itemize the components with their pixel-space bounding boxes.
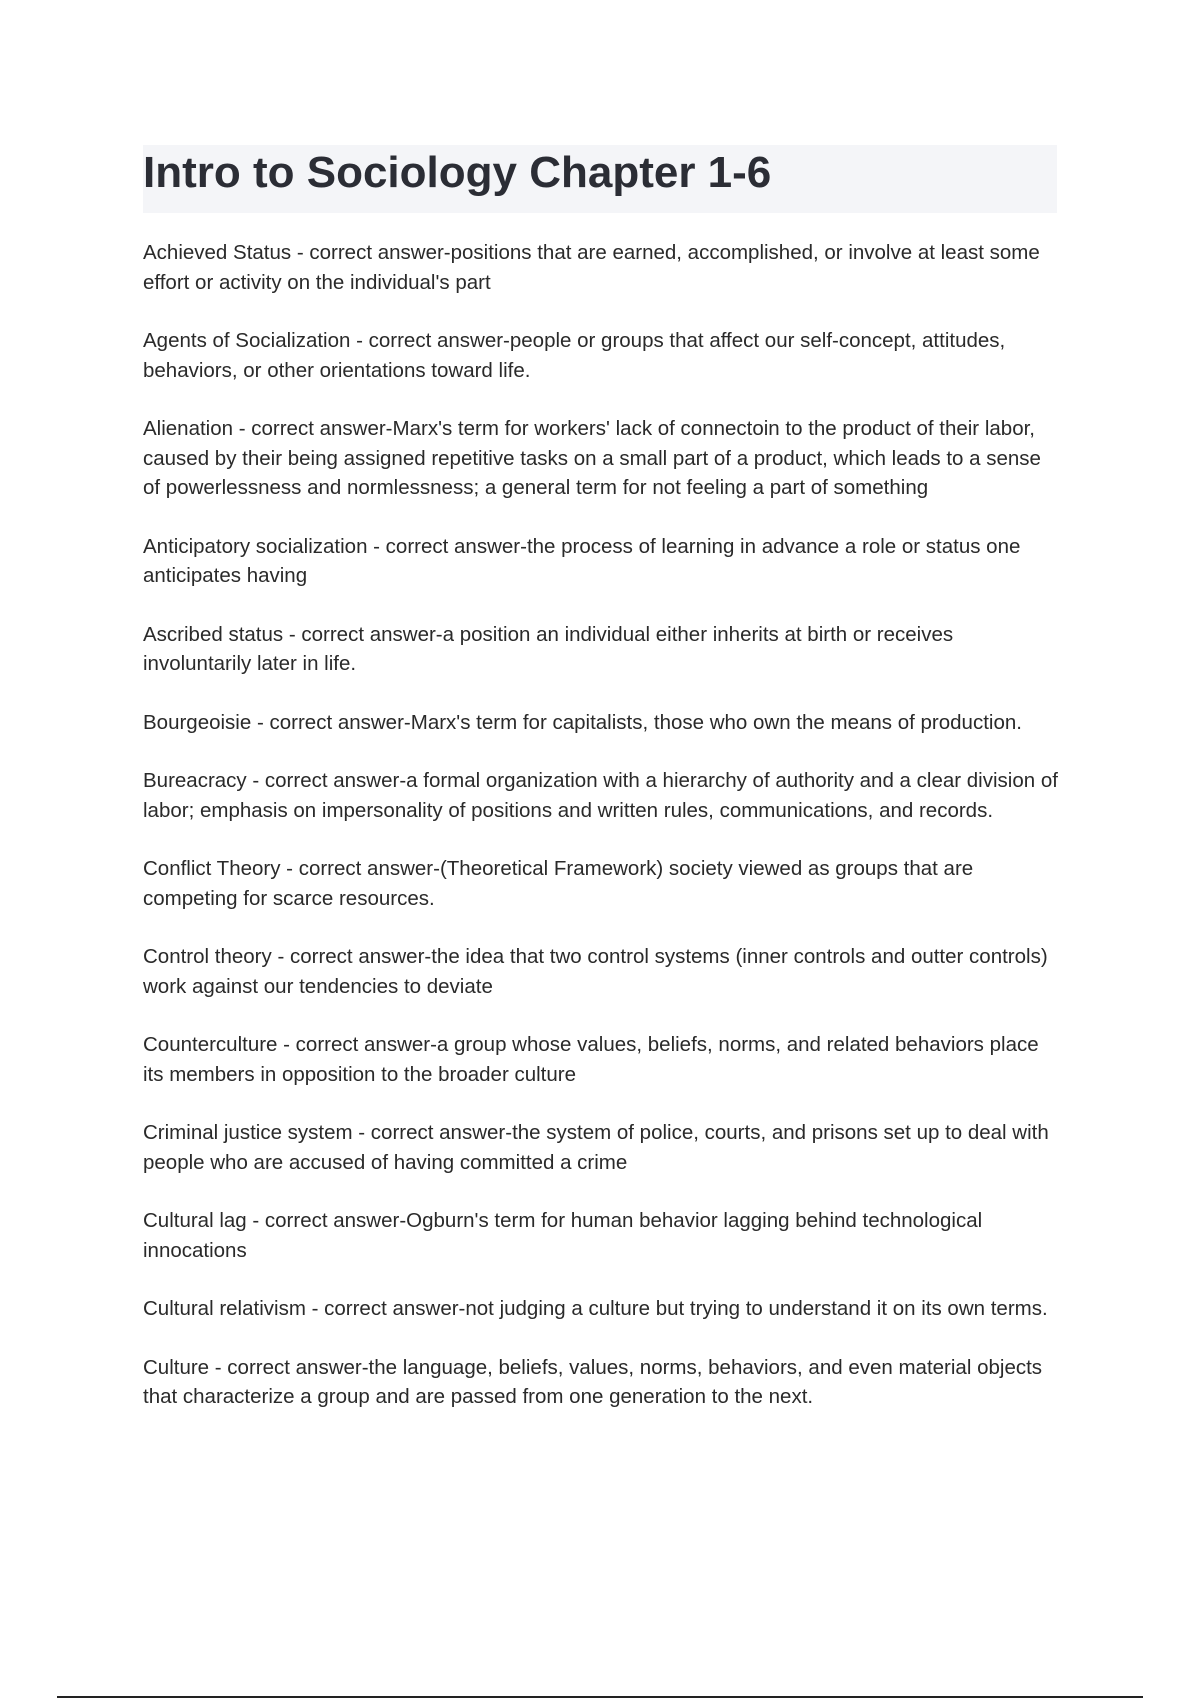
footer-divider	[57, 1696, 1143, 1698]
definition-entry: Ascribed status - correct answer-a position an individual either inherits at birth or receives involuntarily later in life.	[143, 622, 954, 675]
definition-entry: Anticipatory socialization - correct answer-the process of learning in advance a role or status one anticipates having	[143, 534, 1021, 587]
definition-entry: Agents of Socialization - correct answer-people or groups that affect our self-concept, attitudes, behaviors, or other orientations toward life.	[143, 329, 1006, 382]
definition-entry: Cultural lag - correct answer-Ogburn's term for human behavior lagging behind technological innocations	[143, 1209, 983, 1262]
page-title: Intro to Sociology Chapter 1-6	[143, 148, 772, 197]
definition-entry: Bureacracy - correct answer-a formal organization with a hierarchy of authority and a clear division of labor; emphasis on impersonality of positions and written rules, communications, and records.	[143, 769, 1058, 822]
definition-entry: Counterculture - correct answer-a group whose values, beliefs, norms, and related behaviors place its members in opposition to the broader culture	[143, 1033, 1039, 1086]
definition-entry: Conflict Theory - correct answer-(Theoretical Framework) society viewed as groups that are competing for scarce resources.	[143, 857, 974, 910]
definition-entry: Alienation - correct answer-Marx's term for workers' lack of connectoin to the product of their labor, caused by their being assigned repetitive tasks on a small part of a product, which leads to a sense of powerlessness and normlessness; a general term for not feeling a part of something	[143, 417, 1041, 499]
definition-entry: Bourgeoisie - correct answer-Marx's term for capitalists, those who own the means of production.	[143, 710, 1022, 734]
definition-entry: Criminal justice system - correct answer-the system of police, courts, and prisons set up to deal with people who are accused of having committed a crime	[143, 1121, 1049, 1174]
definition-entry: Culture - correct answer-the language, beliefs, values, norms, behaviors, and even material objects that characterize a group and are passed from one generation to the next.	[143, 1355, 1043, 1408]
definition-list	[143, 238, 1059, 1441]
definition-entry: Control theory - correct answer-the idea that two control systems (inner controls and outter controls) work against our tendencies to deviate	[143, 945, 1048, 998]
definition-entry: Achieved Status - correct answer-positions that are earned, accomplished, or involve at least some effort or activity on the individual's part	[143, 241, 1040, 294]
definition-entry: Cultural relativism - correct answer-not judging a culture but trying to understand it on its own terms.	[143, 1297, 1048, 1320]
